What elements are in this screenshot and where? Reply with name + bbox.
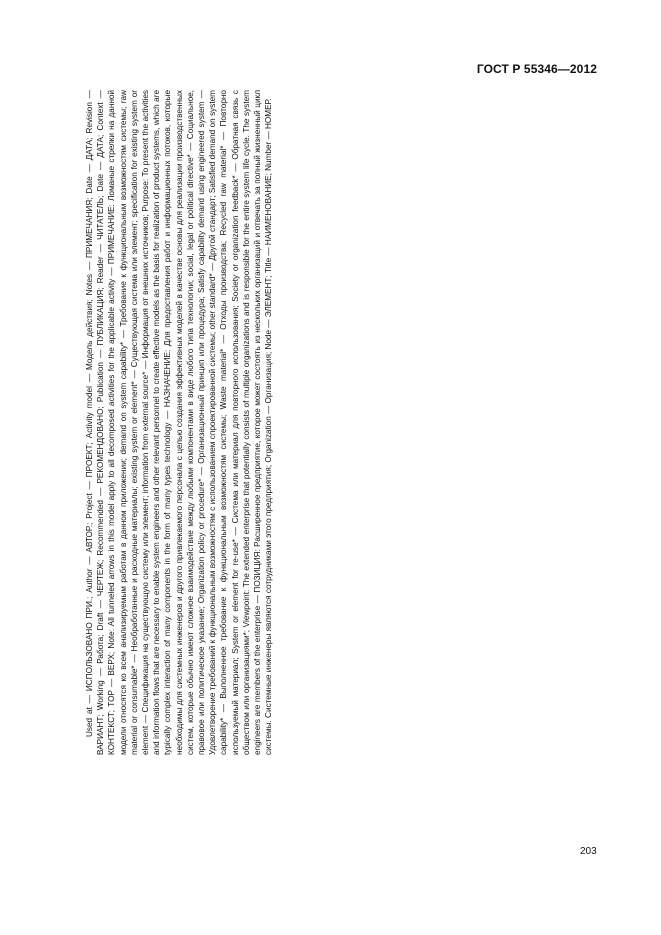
rotated-text-block — [84, 90, 274, 755]
page-number: 203 — [580, 846, 597, 857]
glossary-paragraph: Used at — ИСПОЛЬЗОВАНО ПРИ.; Author — АВТОР.; Project — ПРОЕКТ; Activity model — Модель действия; Notes — ПРИМЕЧАНИЯ; Date — ДАТА; Revision — ВАРИАНТ; Working — Работа; Draft — ЧЕРТЕЖ; Recommended — РЕКОМЕНДОВАНО; Publication — ПУБЛИКАЦИЯ; Reader — ЧИТАТЕЛЬ; Date — ДАТА; Context — КОНТЕКСТ; TOP — ВЕРХ; Note: All tunneled arrows in this model apply to all decomposed activities for the applicable activity — ПРИМЕЧАНИЕ: Ломаные стрелки на данной модели относятся ко всем анализируемым работам в данном приложении; demand on system capability* — Требование к функциональным возможностям системы; raw material or consumable* — Необработанные и расходные материалы; existing system or element* — Существующая система или элемент; specification for existing system or element — Спецификация на существующую систему или элемент; information from external source* — Информация от внешних источников; Purpose: To present the activities and information flows that are necessary to enable system engineers and other relevant personnel to create effective models as the basis for realization of product systems, which are typically complex interaction of many components in the form of many types technology — НАЗНАЧЕНИЕ: Для предоставления работ и информационных потоков, которые необходимы для системных инженеров и другого привлекаемого персонала с целью создания эффективных моделей в качестве основы для реализации производственных систем, которые обычно имеют сложное взаимодействие между любыми компонентами в виде любого типа технологии; social, legal or political directive* — Социальное, правовое или политическое указание; Organization policy or procedure* — Организационный принцип или процедура; Satisfy capability demand using engineered system — Удовлетворение требований к функциональным возможностям с использованием спроектированной системы; other standard* — Другой стандарт; Satisfied demand on system capability* — Выполненное требование к функциональным возможностям системы; Waste material* — Отходы производства; Recycled raw material* — Повторно используемый материал; System or element for re-use* — Система или материал для повторного использования; Society or organization feedback* — Обратная связь с обществом или организациями*; Viewpoint: The extended enterprise that potentially consists of multiple organizations and is responsible for the entire system life cycle. The system engineers are members of the enterprise — ПОЗИЦИЯ: Расширенное предприятие, которое может состоять из нескольких организаций и отвечать за полный жизненный цикл системы. Системные инженеры являются сотрудниками этого предприятия; Organization — Организация; Node — ЭЛЕМЕНТ; Title — НАИМЕНОВАНИЕ; Number — НОМЕР. — [85, 90, 274, 755]
standard-id-header: ГОСТ Р 55346—2012 — [476, 62, 597, 76]
rotated-text-body — [84, 90, 274, 755]
